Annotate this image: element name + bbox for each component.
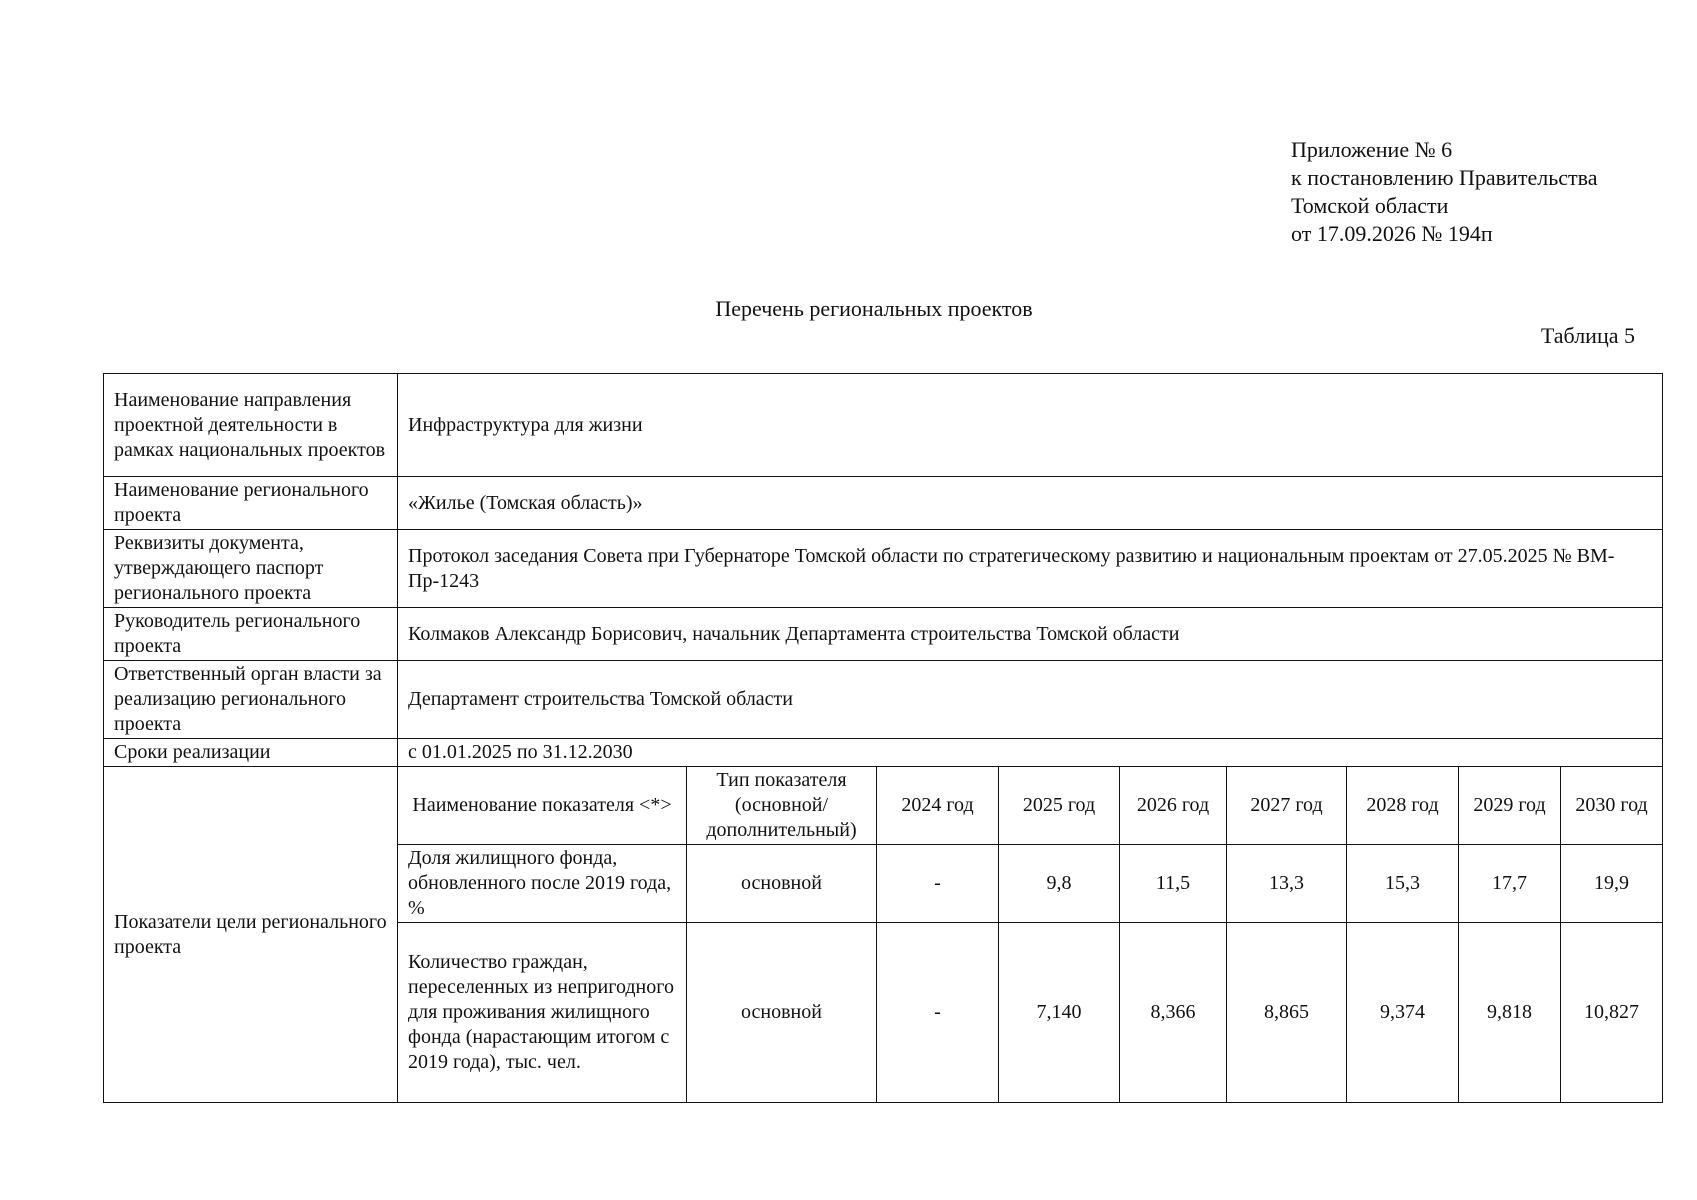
- indicator-value: 11,5: [1120, 845, 1227, 923]
- indicator-value: -: [877, 845, 999, 923]
- indicator-header-row: [104, 767, 1663, 845]
- row-value: Колмаков Александр Борисович, начальник Департамента строительства Томской области: [398, 608, 1663, 661]
- indicator-value: 15,3: [1347, 845, 1459, 923]
- indicator-value: 8,865: [1227, 923, 1347, 1103]
- row-value: Департамент строительства Томской области: [398, 661, 1663, 739]
- header-year: 2025 год: [999, 767, 1120, 845]
- appendix-number: Приложение № 6: [1291, 137, 1453, 162]
- appendix-block: [1291, 136, 1597, 248]
- header-year: 2029 год: [1459, 767, 1561, 845]
- header-year: 2028 год: [1347, 767, 1459, 845]
- indicators-label: Показатели цели регионального проекта: [104, 767, 398, 1103]
- table-row: [104, 661, 1663, 739]
- indicator-value: 8,366: [1120, 923, 1227, 1103]
- indicator-value: 7,140: [999, 923, 1120, 1103]
- row-value: «Жилье (Томская область)»: [398, 477, 1663, 530]
- indicator-value: -: [877, 923, 999, 1103]
- table-row: [104, 608, 1663, 661]
- row-label: Наименование направления проектной деятельности в рамках национальных проектов: [104, 374, 398, 477]
- row-label: Реквизиты документа, утверждающего паспорт регионального проекта: [104, 530, 398, 608]
- appendix-region: Томской области: [1291, 193, 1449, 218]
- header-year: 2030 год: [1561, 767, 1663, 845]
- row-value: Инфраструктура для жизни: [398, 374, 1663, 477]
- indicator-value: 10,827: [1561, 923, 1663, 1103]
- header-year: 2024 год: [877, 767, 999, 845]
- header-indicator-name: Наименование показателя <*>: [398, 767, 687, 845]
- table-row: [104, 374, 1663, 477]
- indicator-value: 9,8: [999, 845, 1120, 923]
- row-value: с 01.01.2025 по 31.12.2030: [398, 739, 1663, 767]
- header-year: 2027 год: [1227, 767, 1347, 845]
- table-row: [104, 739, 1663, 767]
- table-label: Таблица 5: [1540, 323, 1635, 348]
- appendix-resolution: к постановлению Правительства: [1291, 165, 1598, 190]
- table-row: [104, 530, 1663, 608]
- indicator-value: 9,374: [1347, 923, 1459, 1103]
- row-value: Протокол заседания Совета при Губернаторе Томской области по стратегическому развитию и национальным проектам от 27.05.2025 № ВМ-Пр-1243: [398, 530, 1663, 608]
- row-label: Сроки реализации: [104, 739, 398, 767]
- projects-table: [103, 373, 1663, 1103]
- indicator-name: Количество граждан, переселенных из непригодного для проживания жилищного фонда (нарастающим итогом с 2019 года), тыс. чел.: [398, 923, 687, 1103]
- page-title: Перечень региональных проектов: [715, 296, 1033, 321]
- indicator-type: основной: [687, 845, 877, 923]
- row-label: Руководитель регионального проекта: [104, 608, 398, 661]
- header-year: 2026 год: [1120, 767, 1227, 845]
- table-row: [104, 477, 1663, 530]
- header-indicator-type: Тип показателя (основной/ дополнительный): [687, 767, 877, 845]
- indicator-name: Доля жилищного фонда, обновленного после 2019 года, %: [398, 845, 687, 923]
- indicator-type: основной: [687, 923, 877, 1103]
- appendix-date: от 17.09.2026 № 194п: [1291, 221, 1493, 246]
- indicator-value: 9,818: [1459, 923, 1561, 1103]
- indicator-value: 17,7: [1459, 845, 1561, 923]
- row-label: Наименование регионального проекта: [104, 477, 398, 530]
- row-label: Ответственный орган власти за реализацию регионального проекта: [104, 661, 398, 739]
- indicator-value: 19,9: [1561, 845, 1663, 923]
- indicator-value: 13,3: [1227, 845, 1347, 923]
